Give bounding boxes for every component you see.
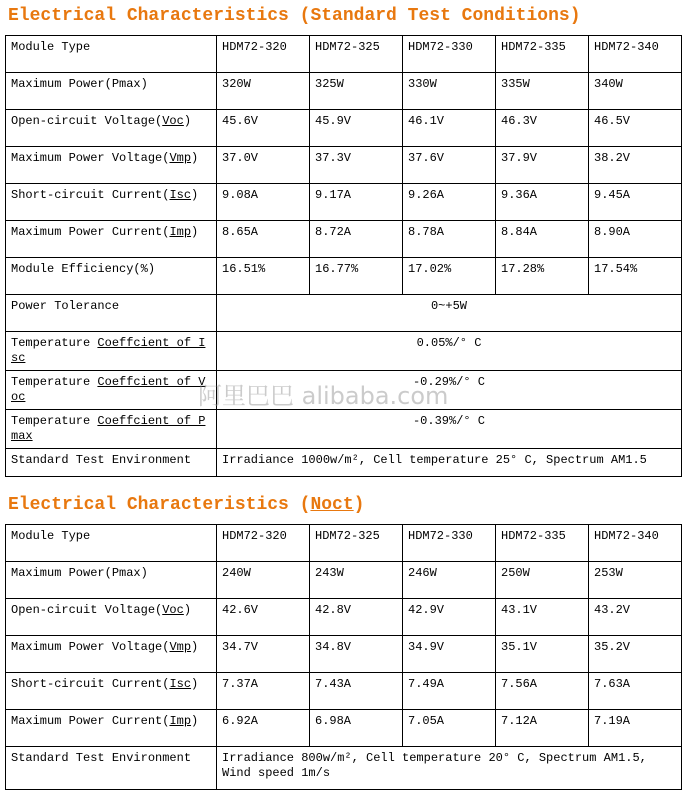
value-cell: 9.08A: [217, 184, 310, 221]
value-cell: 37.0V: [217, 147, 310, 184]
header-label-cell: Module Type: [6, 36, 217, 73]
label-underlined: Isc: [169, 188, 192, 202]
label-text: Open-circuit Voltage(: [11, 603, 163, 617]
value-cell: 8.90A: [589, 221, 682, 258]
spec-row-imp: [6, 221, 682, 258]
row-label: [11, 566, 148, 580]
value-cell-span: Irradiance 800w/m², Cell temperature 20° C, Spectrum AM1.5, Wind speed 1m/s: [217, 747, 682, 790]
value-cell: 37.9V: [496, 147, 589, 184]
value-cell-span: -0.39%/° C: [217, 410, 682, 449]
label-underlined: Imp: [169, 225, 192, 239]
value-cell: 16.51%: [217, 258, 310, 295]
value-cell: 9.45A: [589, 184, 682, 221]
value-cell: 45.9V: [310, 110, 403, 147]
value-cell: 17.54%: [589, 258, 682, 295]
row-label: [11, 114, 191, 128]
label-text: ): [191, 151, 199, 165]
label-text: Maximum Power(Pmax): [11, 566, 148, 580]
value-cell: 6.98A: [310, 710, 403, 747]
label-underlined: Isc: [169, 677, 192, 691]
label-text: Maximum Power Current(: [11, 714, 170, 728]
spec-row-efficiency: [6, 258, 682, 295]
label-underlined: Coeffcient of P: [97, 414, 206, 428]
row-label: [11, 375, 205, 389]
model-header-cell: HDM72-320: [217, 36, 310, 73]
row-label-cell: [6, 110, 217, 147]
spec-row-test-environment: [6, 747, 682, 790]
row-label-cell: [6, 221, 217, 258]
label-text: ): [183, 603, 192, 617]
row-label-subscript: oc: [11, 390, 26, 404]
spec-row-test-environment: [6, 449, 682, 477]
spec-row-pmax: [6, 73, 682, 110]
model-header-cell: HDM72-325: [310, 525, 403, 562]
row-label: Standard Test Environment: [11, 453, 192, 467]
value-cell: 46.5V: [589, 110, 682, 147]
value-cell: 9.36A: [496, 184, 589, 221]
row-label: [11, 677, 198, 691]
label-text: Open-circuit Voltage(: [11, 114, 163, 128]
value-cell: 34.9V: [403, 636, 496, 673]
value-cell: 246W: [403, 562, 496, 599]
row-label: [11, 714, 198, 728]
row-label: [11, 188, 198, 202]
value-cell: 7.56A: [496, 673, 589, 710]
value-cell: 6.92A: [217, 710, 310, 747]
row-label: [11, 603, 191, 617]
alibaba-watermark: 阿里巴巴 alibaba.com: [198, 382, 449, 410]
value-cell: 325W: [310, 73, 403, 110]
spec-row-voc: [6, 110, 682, 147]
label-text: ): [191, 225, 199, 239]
row-label: [11, 77, 148, 91]
value-cell: 9.17A: [310, 184, 403, 221]
row-label: Power Tolerance: [11, 299, 120, 313]
label-underlined: Voc: [162, 603, 184, 617]
row-label-cell: [6, 710, 217, 747]
row-label-cell: [6, 258, 217, 295]
value-cell: 7.63A: [589, 673, 682, 710]
value-cell: 46.3V: [496, 110, 589, 147]
row-label: [11, 262, 155, 276]
value-cell: 38.2V: [589, 147, 682, 184]
model-header-cell: HDM72-335: [496, 36, 589, 73]
value-cell: 320W: [217, 73, 310, 110]
value-cell-span: 0.05%/° C: [217, 332, 682, 371]
section-title-stc: Electrical Characteristics (Standard Test Conditions): [8, 6, 581, 26]
label-text: Short-circuit Current(: [11, 188, 170, 202]
value-cell: 240W: [217, 562, 310, 599]
model-header-cell: HDM72-340: [589, 525, 682, 562]
label-text: ): [191, 714, 199, 728]
label-underlined: Voc: [162, 114, 184, 128]
model-header-cell: HDM72-320: [217, 525, 310, 562]
row-label-subscript: sc: [11, 351, 26, 365]
row-label-cell: [6, 410, 217, 449]
label-text: ): [183, 114, 192, 128]
value-cell: 42.9V: [403, 599, 496, 636]
row-label-cell: [6, 636, 217, 673]
label-underlined: Imp: [169, 714, 192, 728]
row-label-subscript: max: [11, 429, 33, 443]
row-label: [11, 151, 198, 165]
title-text: Electrical Characteristics (: [8, 495, 311, 515]
value-cell: 17.28%: [496, 258, 589, 295]
header-label-cell: Module Type: [6, 525, 217, 562]
row-label-cell: [6, 371, 217, 410]
row-label-cell: [6, 747, 217, 790]
row-label-cell: [6, 73, 217, 110]
value-cell: 7.49A: [403, 673, 496, 710]
model-header-cell: HDM72-325: [310, 36, 403, 73]
value-cell: 43.2V: [589, 599, 682, 636]
value-cell-span: Irradiance 1000w/m², Cell temperature 25° C, Spectrum AM1.5: [217, 449, 682, 477]
table-header-row: [6, 525, 682, 562]
value-cell: 35.1V: [496, 636, 589, 673]
value-cell: 243W: [310, 562, 403, 599]
value-cell: 250W: [496, 562, 589, 599]
value-cell: 7.19A: [589, 710, 682, 747]
row-label: [11, 336, 205, 350]
row-label-cell: [6, 449, 217, 477]
value-cell: 37.6V: [403, 147, 496, 184]
label-underlined: Coeffcient of I: [97, 336, 206, 350]
label-underlined: Coeffcient of V: [97, 375, 206, 389]
value-cell: 45.6V: [217, 110, 310, 147]
label-text: ): [191, 677, 199, 691]
label-underlined: Vmp: [169, 640, 192, 654]
label-underlined: Vmp: [169, 151, 192, 165]
row-label: [11, 414, 205, 428]
value-cell: 340W: [589, 73, 682, 110]
label-text: Temperature: [11, 336, 98, 350]
value-cell-span: -0.29%/° C: [217, 371, 682, 410]
value-cell: 9.26A: [403, 184, 496, 221]
spec-row-pmax: [6, 562, 682, 599]
spec-row-temp-coeff-isc: [6, 332, 682, 371]
row-label-cell: [6, 332, 217, 371]
value-cell: 8.72A: [310, 221, 403, 258]
value-cell: 42.8V: [310, 599, 403, 636]
row-label: Standard Test Environment: [11, 751, 192, 765]
row-label-cell: [6, 184, 217, 221]
value-cell-span: 0~+5W: [217, 295, 682, 332]
model-header-cell: HDM72-330: [403, 36, 496, 73]
value-cell: 7.43A: [310, 673, 403, 710]
stc-spec-table: [5, 35, 682, 477]
label-text: Maximum Power(Pmax): [11, 77, 148, 91]
spec-row-isc: [6, 673, 682, 710]
row-label-cell: [6, 599, 217, 636]
value-cell: 8.84A: [496, 221, 589, 258]
value-cell: 7.37A: [217, 673, 310, 710]
label-text: Maximum Power Current(: [11, 225, 170, 239]
spec-row-isc: [6, 184, 682, 221]
spec-row-voc: [6, 599, 682, 636]
title-underlined: Noct: [310, 495, 354, 515]
value-cell: 37.3V: [310, 147, 403, 184]
spec-row-vmp: [6, 636, 682, 673]
row-label: [11, 640, 198, 654]
label-text: Short-circuit Current(: [11, 677, 170, 691]
model-header-cell: HDM72-340: [589, 36, 682, 73]
model-header-cell: HDM72-330: [403, 525, 496, 562]
spec-row-temp-coeff-voc: [6, 371, 682, 410]
value-cell: 46.1V: [403, 110, 496, 147]
value-cell: 7.05A: [403, 710, 496, 747]
spec-row-imp: [6, 710, 682, 747]
label-text: Temperature: [11, 375, 98, 389]
value-cell: 330W: [403, 73, 496, 110]
row-label-cell: [6, 562, 217, 599]
label-text: Temperature: [11, 414, 98, 428]
value-cell: 335W: [496, 73, 589, 110]
value-cell: 34.7V: [217, 636, 310, 673]
label-text: ): [191, 640, 199, 654]
value-cell: 42.6V: [217, 599, 310, 636]
value-cell: 17.02%: [403, 258, 496, 295]
value-cell: 253W: [589, 562, 682, 599]
label-text: ): [191, 188, 199, 202]
label-text: Module Efficiency(%): [11, 262, 156, 276]
section-title-noct: [8, 495, 681, 515]
value-cell: 16.77%: [310, 258, 403, 295]
row-label-cell: [6, 673, 217, 710]
model-header-cell: HDM72-335: [496, 525, 589, 562]
row-label-cell: [6, 147, 217, 184]
value-cell: 8.65A: [217, 221, 310, 258]
value-cell: 8.78A: [403, 221, 496, 258]
value-cell: 35.2V: [589, 636, 682, 673]
value-cell: 43.1V: [496, 599, 589, 636]
value-cell: 7.12A: [496, 710, 589, 747]
row-label-cell: [6, 295, 217, 332]
label-text: Maximum Power Voltage(: [11, 640, 170, 654]
spec-row-power-tolerance: [6, 295, 682, 332]
label-text: Maximum Power Voltage(: [11, 151, 170, 165]
title-text: ): [353, 495, 365, 515]
table-header-row: [6, 36, 682, 73]
spec-row-temp-coeff-pmax: [6, 410, 682, 449]
noct-spec-table: [5, 524, 682, 790]
spec-row-vmp: [6, 147, 682, 184]
row-label: [11, 225, 198, 239]
value-cell: 34.8V: [310, 636, 403, 673]
